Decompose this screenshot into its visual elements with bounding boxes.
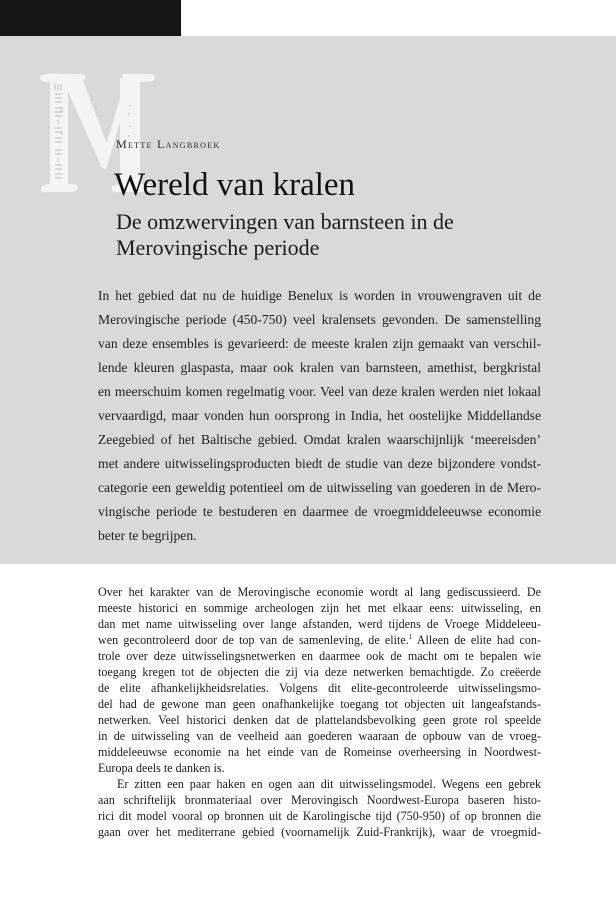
abstract-line: vervaardigd, maar vonden hun oorsprong in India, het oostelijke Middellandse: [98, 408, 541, 423]
body-line: dan met name uitwisseling over lange afstanden, werd tijdens de Vroege Middeleeu-: [98, 617, 541, 631]
body-line: meeste historici en sommige archeologen zijn het met elkaar eens: uitwisseling, en: [98, 601, 541, 615]
article-title: Wereld van kralen: [114, 167, 356, 203]
abstract-line: lende kleuren glaspasta, maar ook kralen van barnsteen, amethist, bergkristal: [98, 360, 541, 375]
body-line: del had de gewone man geen onafhankelijke toegang tot objecten uit langeafstands-: [98, 697, 541, 711]
abstract-line: Zeegebied of het Baltische gebied. Omdat kralen waarschijnlijk ‘meereisden’: [98, 432, 541, 447]
abstract-paragraph: [98, 284, 541, 548]
author-name: Mette Langbroek: [116, 137, 221, 151]
top-black-bar: [0, 0, 181, 36]
abstract-line: en meerschuim komen regelmatig voor. Veel van deze kralen werden niet lokaal: [98, 384, 541, 399]
abstract-line: vingische periode te bestuderen en daarmee de vroegmiddeleeuwse economie: [98, 504, 541, 519]
body-text: [98, 584, 541, 840]
body-line: Europa deels te danken is.: [98, 761, 225, 775]
article-subtitle: De omzwervingen van barnsteen in de Merovingische periode: [116, 209, 454, 260]
abstract-line: In het gebied dat nu de huidige Benelux is worden in vrouwengraven uit de: [98, 288, 541, 303]
body-line-part: Alleen de elite had con-: [412, 633, 541, 647]
body-line: de elite afhankelijkheidsrelaties. Volgens dit elite-gecontroleerde uitwisselingsmo-: [98, 681, 541, 695]
body-line-part: wen gecontroleerd door de top van de samenleving, de elite.: [98, 633, 409, 647]
abstract-line: categorie een geweldig potentieel om de uitwisseling van goederen in de Mero-: [98, 480, 541, 495]
abstract-line: van deze ensembles is gevarieerd: de meeste kralen zijn gemaakt van verschil-: [98, 336, 541, 351]
abstract-line: Merovingische periode (450-750) veel kralensets gevonden. De samenstelling: [98, 312, 541, 327]
footnote-reference-link[interactable]: 1: [408, 632, 413, 641]
body-line: netwerken. Veel historici denken dat de plattelandsbevolking geen grote rol speelde: [98, 713, 541, 727]
body-line: trole over deze uitwisselingsnetwerken en daarmee ook de macht om te bepalen wie: [98, 649, 541, 663]
body-line: rici dit model vooral op bronnen uit de Karolingische tijd (750-950) of op bronnen die: [98, 809, 541, 823]
body-line: in de uitwisseling van de veelheid aan goederen waaraan de opbouw van de vroeg-: [98, 729, 541, 743]
abstract-line: beter te begrijpen.: [98, 528, 197, 543]
body-line: Over het karakter van de Merovingische economie wordt al lang gediscussieerd. De: [98, 585, 541, 599]
abstract-line: met andere uitwisselingsproducten biedt de studie van deze bijzondere vondst-: [98, 456, 541, 471]
body-line: [98, 632, 541, 648]
body-line: gaan over het mediterrane gebied (voornamelijk Zuid-Frankrijk), waar de vroegmid-: [98, 825, 541, 839]
body-line: middeleeuwse economie na het einde van de Romeinse overheersing in Noordwest-: [98, 745, 541, 759]
body-line: Er zitten een paar haken en ogen aan dit uitwisselingsmodel. Wegens een gebrek: [117, 777, 541, 791]
body-line: toegang kregen tot de objecten die zij via deze netwerken bemachtigde. Zo creëerde: [98, 665, 541, 679]
body-line: aan schriftelijk bronmateriaal over Merovingisch Noordwest-Europa baseren histo-: [98, 793, 541, 807]
